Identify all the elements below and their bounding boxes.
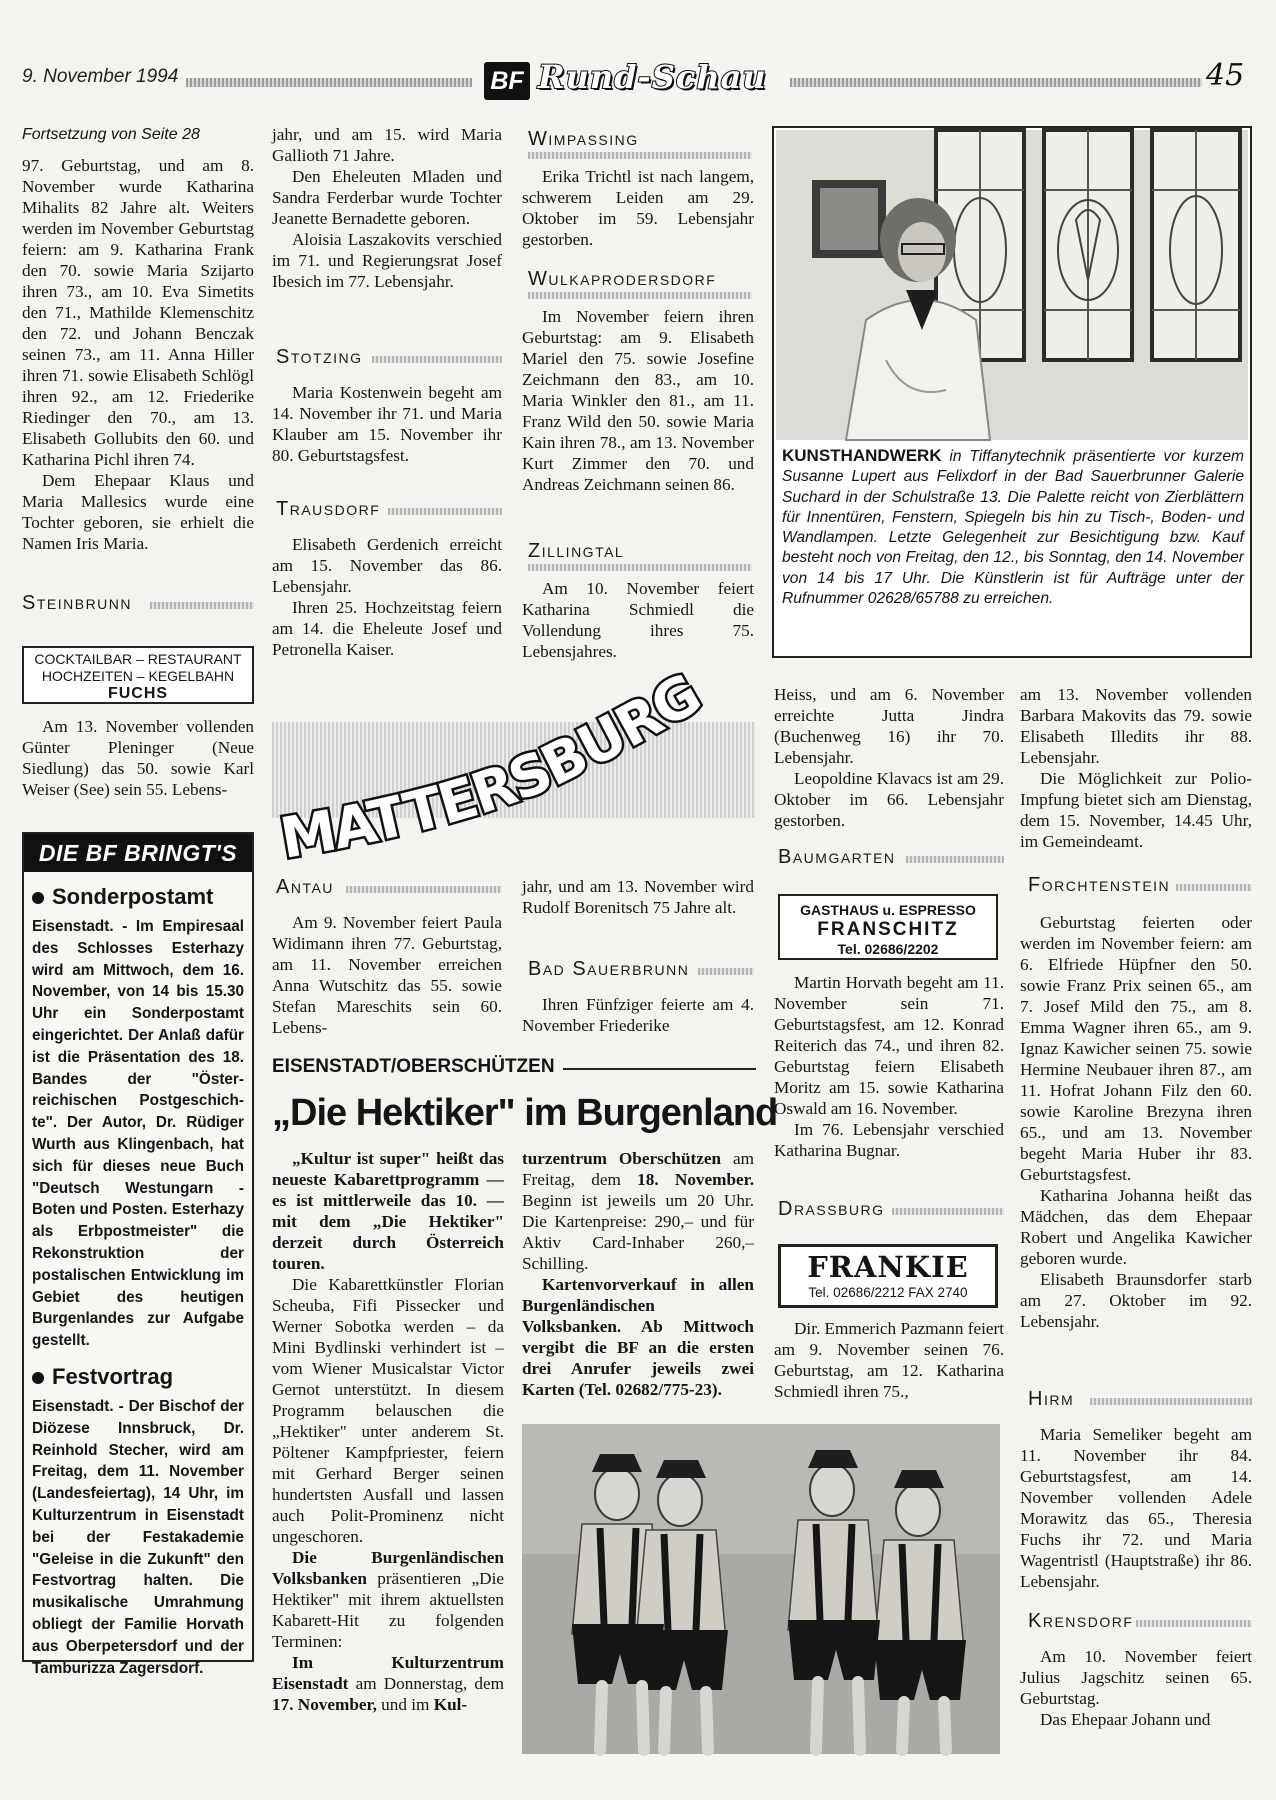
page-title: Rund-Schau <box>538 58 767 96</box>
photo-kunsthandwerk <box>776 130 1248 440</box>
column-4-mid <box>774 972 1004 1188</box>
ad-franschitz-line1: GASTHAUS u. ESPRESSO <box>800 902 976 918</box>
paragraph: turzentrum Oberschützen am Freitag, dem 18. November. Beginn ist jeweils um 20 Uhr. Die Kartenpreise: 290,– und für Aktiv Card-Inhaber 260,– Schilling. <box>522 1149 754 1273</box>
ad-frankie <box>778 1244 998 1308</box>
sidebar-text-2: Eisenstadt. - Der Bischof der Diözese Innsbruck, Dr. Reinhold Stecher, wird am Freitag, dem 11. November (Landesfeiertag), 14 Uhr, im Kulturzentrum in Eisenstadt bei der Festakademie "Geleise in die Zukunft" den Festvortrag halten. Die musikalische Umrahmung obliegt der Familie Horvath aus Oberpetersdorf und der Tamburizza Zagersdorf. <box>32 1397 244 1677</box>
mattersburg-title-graphic <box>272 668 756 868</box>
sidebar-heading-2: Festvortrag <box>32 1362 244 1392</box>
paragraph: am 13. November vollenden Barbara Makovits das 79. sowie Elisabeth Illedits ihr 88. Lebensjahr. <box>1020 685 1252 767</box>
place-heading-bad-sauerbrunn: Bad Sauerbrunn <box>528 958 690 980</box>
ad-franschitz-name: FRANSCHITZ <box>817 919 959 940</box>
column-5-hirm <box>1020 1424 1252 1596</box>
paragraph: Elisabeth Gerdenich erreicht am 15. November das 86. Lebensjahr. <box>272 535 502 596</box>
header-rule-right <box>790 78 1202 87</box>
mattersburg-title-area <box>272 668 756 868</box>
sidebar-title: DIE BF BRINGT'S <box>24 834 252 872</box>
caption-text: in Tiffanytechnik präsentierte vor kurzem Susanne Lupert aus Felixdorf in der Bad Sauerbrunner Galerie Suchard in der Schulstraße 13. Die Palette reicht von Zierblättern für Innentüren, Fenstern, Spiegeln bis hin zu Tisch-, Boden- und Wandlampen. Letzte Gelegenheit zur Besichtigung bzw. Kauf besteht noch von Freitag, den 12., bis Sonntag, den 14. November von 14 bis 17 Uhr. Die Künstlerin ist für Aufträge unter der Rufnummer 02628/65788 zu erreichen. <box>782 448 1244 608</box>
paragraph: Die Burgenländischen Volksbanken präsentieren „Die Hektiker" mit ihrem aktuellsten Kabarett-Hit zu folgenden Terminen: <box>272 1548 504 1651</box>
paragraph: Katharina Johanna heißt das Mädchen, das dem Ehepaar Robert und Angelika Kawicher geboren wurde. <box>1020 1186 1252 1268</box>
paragraph: Leopoldine Klavacs ist am 29. Oktober im 66. Lebensjahr gestorben. <box>774 769 1004 830</box>
column-2-mid <box>272 382 502 490</box>
place-heading-wulkaprodersdorf: Wulkaprodersdorf <box>528 268 717 290</box>
place-rule <box>528 564 752 571</box>
paragraph: Elisabeth Braunsdorfer starb am 27. Oktober im 92. Lebensjahr. <box>1020 1270 1252 1331</box>
column-4-bottom <box>774 1318 1004 1406</box>
sidebar-text-1: Eisenstadt. - Im Empiresaal des Schlosses Esterhazy wird am Mittwoch, dem 16. November, von 14 bis 15.30 Uhr ein Sonderpostamt eingerichtet. Der Anlaß dafür ist die Präsentation des 18. Bandes der "Österreichischen Postgeschichte". Der Autor, Dr. Rüdiger Wurth aus Klingenbach, hat sich für dieses neue Buch "Deutsch Westungarn - Boten und Posten. Esterhazy als Erbpostmeister" die Rekonstruktion der postalischen Entwicklung im Gebiet des heutigen Burgenlandes zur Aufgabe gestellt. <box>32 918 244 1350</box>
column-3-top <box>522 166 754 256</box>
paragraph: jahr, und am 15. wird Maria Gallioth 71 Jahre. <box>272 125 502 165</box>
column-1-bottom <box>22 716 254 804</box>
paragraph: Kartenvorverkauf in allen Burgenländischen Volksbanken. Ab Mittwoch vergibt die BF an die ersten drei Anrufer jeweils zwei Karten (Tel. 02682/775-23). <box>522 1275 754 1399</box>
bullet-icon <box>32 892 44 904</box>
place-rule <box>1090 1398 1252 1405</box>
place-rule <box>528 152 752 159</box>
paragraph: Geburtstag feierten oder werden im November feiern: am 6. Elfriede Hüpfner den 50. sowie Franz Prix seinen 65., am 7. Josef Mild den 75., am 8. Emma Wagner ihren 65., am 9. Ignaz Kawicher seinen 75. sowie Hermine Neubauer ihren 87., am 11. Hofrat Johann Filz den 60. sowie Karoline Brezyna ihren 65., und am 13. November begeht Maria Huber ihr 83. Geburtstagsfest. <box>1020 913 1252 1184</box>
paragraph: Die Kabarettkünstler Florian Scheuba, Fifi Pissecker und Werner Sobotka werden – da Mini Bydlinski verhindert ist – vom Wiener Musicalstar Victor Gernot unterstützt. In diesem Programm belauschen die „Hektiker" unter anderem St. Pöltener Kampfpriester, feiern mit Gerhard Berger seinen hundertsten Ausfall und lassen auch Polit-Prominenz nicht ungeschoren. <box>272 1275 504 1546</box>
place-rule <box>372 356 502 363</box>
ad-franschitz-tel: Tel. 02686/2202 <box>837 941 939 957</box>
ad-fuchs <box>22 646 254 704</box>
paragraph: Erika Trichtl ist nach langem, schwerem Leiden am 29. Oktober im 59. Lebensjahr gestorben. <box>522 167 754 249</box>
page-number: 45 <box>1206 58 1245 93</box>
paragraph: Heiss, und am 6. November erreichte Jutta Jindra (Buchenweg 16) ihr 70. Lebensjahr. <box>774 685 1004 767</box>
hektiker-column-1 <box>272 1148 504 1730</box>
hektiker-column-2 <box>522 1148 754 1408</box>
place-heading-trausdorf: Trausdorf <box>276 498 381 520</box>
paragraph: Martin Horvath begeht am 11. November sein 71. Geburtstagsfest, am 12. Konrad Reiterich das 74., und ihren 82. Geburtstag feiern Elisabeth Moritz am 15. sowie Katharina Oswald am 16. November. <box>774 973 1004 1118</box>
ad-frankie-tel: Tel. 02686/2212 FAX 2740 <box>808 1285 968 1300</box>
svg-text:MATTERSBURG <box>276 668 711 868</box>
column-5-mid <box>1020 912 1252 1382</box>
mattersburg-title: MATTERSBURG <box>275 668 711 868</box>
paragraph: Den Eheleuten Mladen und Sandra Ferderbar wurde Tochter Jeanette Bernadette geboren. <box>272 167 502 228</box>
sidebar-heading-1: Sonderpostamt <box>32 882 244 912</box>
place-rule <box>528 292 752 299</box>
paragraph: Aloisia Laszakovits verschied im 71. und Regierungsrat Josef Ibesich im 77. Lebensjahr. <box>272 230 502 291</box>
place-rule <box>388 508 502 515</box>
paragraph: Im Kulturzentrum Eisenstadt am Donnerstag, dem 17. November, und im Kul- <box>272 1653 504 1714</box>
place-rule <box>906 856 1004 863</box>
paragraph: Dir. Emmerich Pazmann feiert am 9. November seinen 76. Geburtstag, am 12. Katharina Schmiedl ihren 75., <box>774 1319 1004 1401</box>
ad-fuchs-line2: HOCHZEITEN – KEGELBAHN <box>41 668 235 684</box>
place-heading-steinbrunn: Steinbrunn <box>22 592 133 614</box>
place-heading-hirm: Hirm <box>1028 1388 1075 1410</box>
place-heading-krensdorf: Krensdorf <box>1028 1610 1134 1632</box>
ad-franschitz <box>778 894 998 960</box>
antau-text <box>272 912 502 1037</box>
place-heading-antau: Antau <box>276 876 334 898</box>
paragraph: Dem Ehepaar Klaus und Maria Mallesics wurde eine Tochter geboren, sie erhielt die Namen Iris Maria. <box>22 471 254 553</box>
place-rule <box>892 1208 1004 1215</box>
column-2-bottom <box>272 534 502 662</box>
paragraph: jahr, und am 13. November wird Rudolf Borenitsch 75 Jahre alt. <box>522 877 754 917</box>
ad-frankie-name: FRANKIE <box>807 1250 969 1284</box>
paragraph: Ihren Fünfziger feierte am 4. November Friederike <box>522 995 754 1035</box>
paragraph: Das Ehepaar Johann und <box>1040 1710 1211 1729</box>
continuation-note: Fortsetzung von Seite 28 <box>22 126 200 143</box>
place-rule <box>1176 884 1252 891</box>
column-4-top <box>774 684 1004 836</box>
photo-caption <box>782 446 1244 654</box>
paragraph: Die Möglichkeit zur Polio-Impfung bietet sich am Dienstag, dem 15. November, 14.45 Uhr, im Gemeindeamt. <box>1020 769 1252 851</box>
paragraph: Im November feiern ihren Geburtstag: am 9. Elisabeth Mariel den 75. sowie Josefine Zeichmann den 83., am 10. Maria Winkler den 81., am 11. Franz Wild den 50. sowie Maria Kain ihren 78., am 13. November Kurt Zimmer den 70. und Andreas Zeichmann seinen 86. <box>522 307 754 494</box>
issue-date: 9. November 1994 <box>22 66 179 87</box>
antau-continued <box>522 876 754 942</box>
caption-lead: KUNSTHANDWERK <box>782 446 942 465</box>
column-1-top <box>22 124 254 580</box>
place-heading-baumgarten: Baumgarten <box>778 846 896 868</box>
hektiker-headline: „Die Hektiker" im Burgenland <box>272 1092 778 1134</box>
bf-logo <box>484 62 530 100</box>
hektiker-photo-illustration <box>522 1424 1000 1754</box>
column-2-top <box>272 124 502 338</box>
bad-sauerbrunn-text <box>522 994 754 1040</box>
paragraph: 97. Geburtstag, und am 8. November wurde Katharina Mihalits 82 Jahre alt. Weiters werden im November Geburtstag feiern: am 9. Katharina Frank den 70. sowie Maria Szijarto ihren 73., am 10. Eva Simetits den 71., Mathilde Klemenschitz den 72. und Johann Benczak seinen 73., am 11. Anna Hiller ihren 71. sowie Elisabeth Schlögl ihren 92., am 12. Friederike Riedinger den 70., am 13. Elisabeth Gollubits den 60. und Katharina Pichl ihren 74. <box>22 156 254 469</box>
paragraph: Im 76. Lebensjahr verschied Katharina Bugnar. <box>774 1120 1004 1160</box>
place-rule <box>150 602 254 609</box>
place-heading-forchtenstein: Forchtenstein <box>1028 874 1171 896</box>
paragraph: Am 13. November vollenden Günter Pleninger (Neue Siedlung) das 50. sowie Karl Weiser (See) sein 55. Lebens- <box>22 717 254 799</box>
column-3-mid <box>522 306 754 522</box>
column-5-bottom <box>1020 1646 1252 1758</box>
ad-fuchs-line1: COCKTAILBAR – RESTAURANT <box>34 651 242 667</box>
hektiker-lead: „Kultur ist super" heißt das neueste Kabarettprogramm — es ist mittlerweile das 10. — mit dem „Die Hektiker" derzeit durch Österreich touren. <box>272 1149 504 1273</box>
bf-logo-text: BF <box>490 67 524 95</box>
sidebar-bf-bringts <box>22 832 254 1677</box>
bullet-icon <box>32 1372 44 1384</box>
header-rule-left <box>186 78 472 87</box>
photo-hektiker <box>522 1424 1000 1754</box>
paragraph: Maria Semeliker begeht am 11. November ihr 84. Geburtstagsfest, am 14. November vollenden Adele Morawitz das 65., Theresia Fuchs ihr 72. und Maria Wagentristl (Hauptstraße) ihr 86. Lebensjahr. <box>1020 1425 1252 1591</box>
ad-fuchs-name: FUCHS <box>107 685 169 702</box>
paragraph: Am 10. November feiert Julius Jagschitz seinen 65. Geburtstag. <box>1020 1647 1252 1708</box>
place-heading-wimpassing: Wimpassing <box>528 128 639 150</box>
tiffany-photo-illustration <box>776 130 1248 440</box>
place-rule <box>1136 1620 1252 1627</box>
paragraph: Maria Kostenwein begeht am 14. November ihr 71. und Maria Klauber am 15. November ihr 80. Geburtstagsfest. <box>272 383 502 465</box>
hektiker-kicker: EISENSTADT/OBERSCHÜTZEN <box>272 1056 756 1080</box>
paragraph: Am 10. November feiert Katharina Schmiedl die Vollendung ihres 75. Lebensjahres. <box>522 579 754 661</box>
place-rule <box>698 968 754 975</box>
paragraph: Ihren 25. Hochzeitstag feiern am 14. die Eheleute Josef und Petronella Kaiser. <box>272 598 502 659</box>
place-rule <box>346 886 502 893</box>
column-3-bottom <box>522 578 754 666</box>
place-heading-drassburg: Drassburg <box>778 1198 885 1220</box>
column-5-top <box>1020 684 1252 862</box>
place-heading-stotzing: Stotzing <box>276 346 363 368</box>
paragraph: Am 9. November feiert Paula Widimann ihren 77. Geburtstag, am 11. November erreichen Anna Wutschitz das 55. sowie Stefan Mareschits sein 60. Lebens- <box>272 913 502 1037</box>
place-heading-zillingtal: Zillingtal <box>528 540 625 562</box>
